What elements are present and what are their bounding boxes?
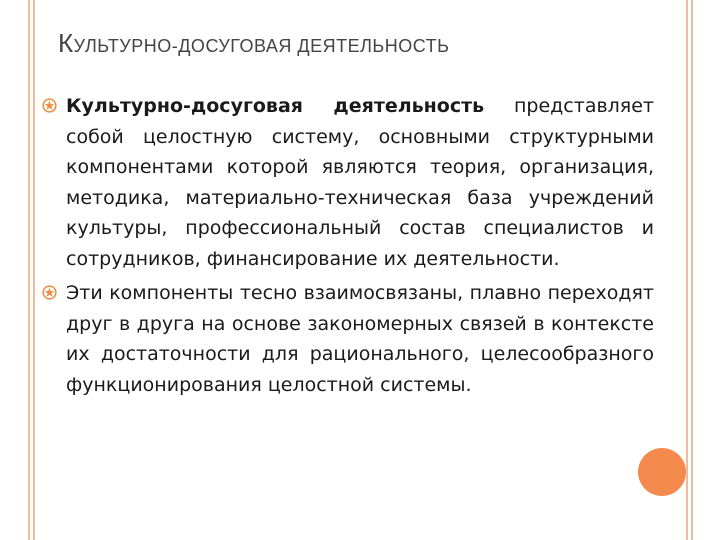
right-border-line-inner [686,0,688,540]
bullet-text: Эти компоненты тесно взаимосвязаны, плавно переходят друг в друга на основе закономерных связей в контексте их достаточности для рационального, целесообразного функционирования целостной системы. [66,282,654,396]
left-border-line-inner [33,0,35,540]
circle-icon [638,448,686,496]
slide-title-rest: УЛЬТУРНО-ДОСУГОВАЯ ДЕЯТЕЛЬНОСТЬ [73,36,450,56]
bullet-item [42,278,654,400]
slide-title-initial: К [58,28,74,58]
star-icon [42,98,57,113]
right-border-line-outer [691,0,693,540]
bullet-item [42,91,654,274]
bullet-text: представляет собой целостную систему, основными структурными компонентами которой являются теория, организация, методика, материально-техническая база учреждений культуры, профессиональный состав специалистов и сотрудников, финансирование их деятельности. [66,95,654,270]
bullet-lead-text: Культурно-досуговая деятельность [66,95,485,117]
star-icon [42,285,57,300]
left-border-line-outer [28,0,30,540]
bullet-list [42,91,654,404]
slide-title [58,28,449,59]
